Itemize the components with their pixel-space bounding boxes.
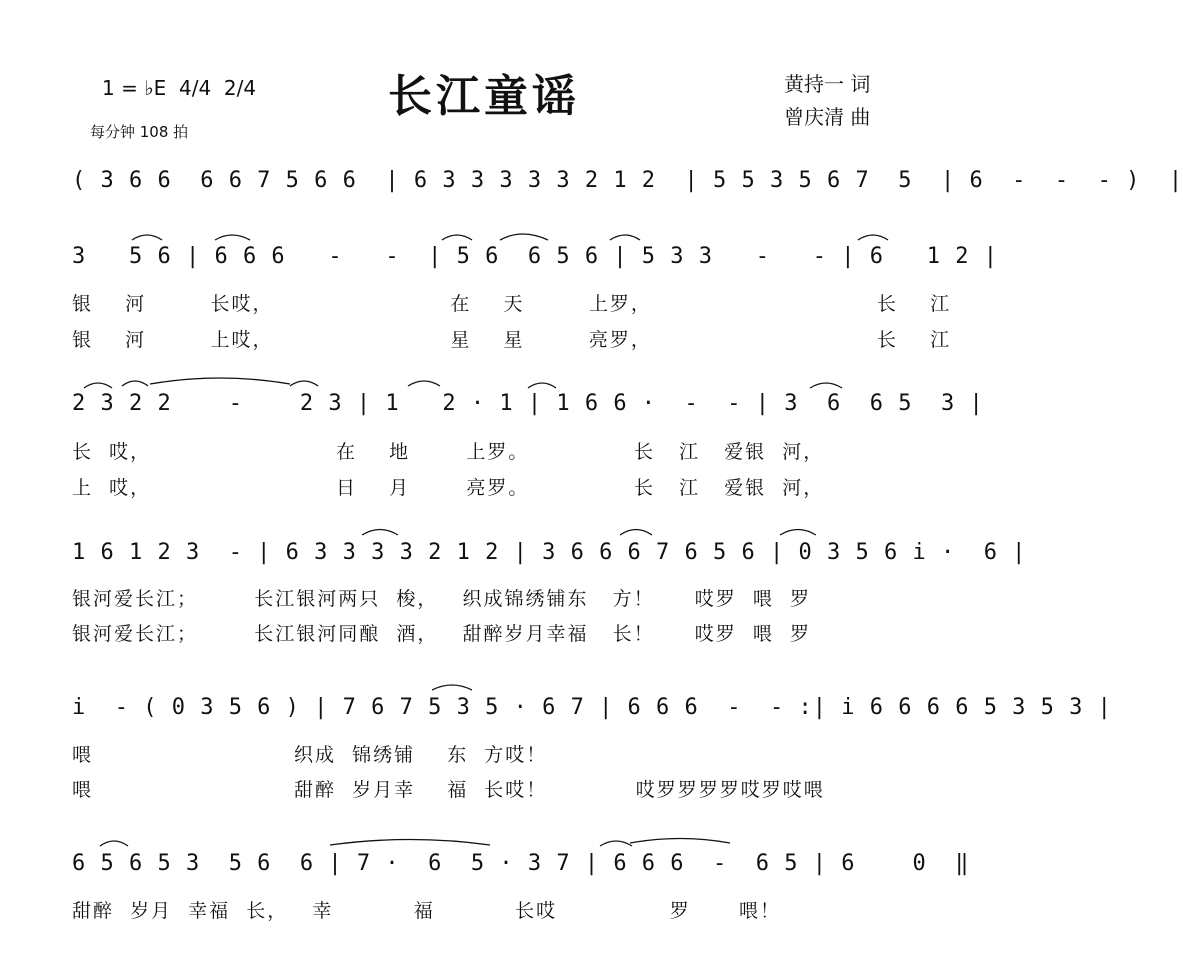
notation-line-6: 6 5 6 5 3 5 6 6 | 7 · 6 5 · 3 7 | 6 6 6 - 6 5 | 6 0 ‖ [72, 851, 970, 876]
lyricist-credit: 黄持一 词 [784, 72, 871, 96]
lyric-verse-2-line-4: 银河爱长江； 长江银河同酿 酒， 甜醉岁月幸福 长！ 哎罗 喂 罗 [72, 623, 811, 645]
lyric-verse-2-line-5: 喂 甜醉 岁月幸 福 长哎！ 哎罗罗罗罗哎罗哎喂 [72, 779, 825, 801]
notation-line-4: 1 6 1 2 3 - | 6 3 3 3 3 2 1 2 | 3 6 6 6 7 6 5 6 | 0 3 5 6 i · 6 | [72, 540, 1027, 565]
lyric-verse-1-line-3: 长 哎， 在 地 上罗。 长 江 爱银 河， [72, 441, 825, 463]
lyric-line-6: 甜醉 岁月 幸福 长， 幸 福 长哎 罗 喂！ [72, 900, 781, 922]
notation-line-3: 2 3 2 2 - 2 3 | 1 2 · 1 | 1 6 6 · - - | 3 6 6 5 3 | [72, 391, 984, 416]
key-signature: 1 = ♭E 4/4 2/4 [102, 76, 257, 100]
lyric-verse-1-line-2: 银 河 长哎， 在 天 上罗， 长 江 [72, 293, 952, 315]
notation-line-1: ( 3 6 6 6 6 7 5 6 6 | 6 3 3 3 3 3 2 1 2 | 5 5 3 5 6 7 5 | 6 - - - ) | [72, 168, 1183, 193]
lyric-verse-1-line-4: 银河爱长江； 长江银河两只 梭， 织成锦绣铺东 方！ 哎罗 喂 罗 [72, 588, 811, 610]
song-title: 长江童谣 [388, 71, 580, 122]
notation-line-5: i - ( 0 3 5 6 ) | 7 6 7 5 3 5 · 6 7 | 6 6 6 - - :| i 6 6 6 6 5 3 5 3 | [72, 695, 1112, 720]
lyric-verse-2-line-3: 上 哎， 日 月 亮罗。 长 江 爱银 河， [72, 477, 825, 499]
composer-credit: 曾庆清 曲 [784, 105, 871, 129]
tempo-marking: 每分钟 108 拍 [90, 123, 189, 141]
lyric-verse-1-line-5: 喂 织成 锦绣铺 东 方哎！ [72, 744, 548, 766]
lyric-verse-2-line-2: 银 河 上哎， 星 星 亮罗， 长 江 [72, 329, 952, 351]
notation-line-2: 3 5 6 | 6 6 6 - - | 5 6 6 5 6 | 5 3 3 - - | 6 1 2 | [72, 244, 998, 269]
